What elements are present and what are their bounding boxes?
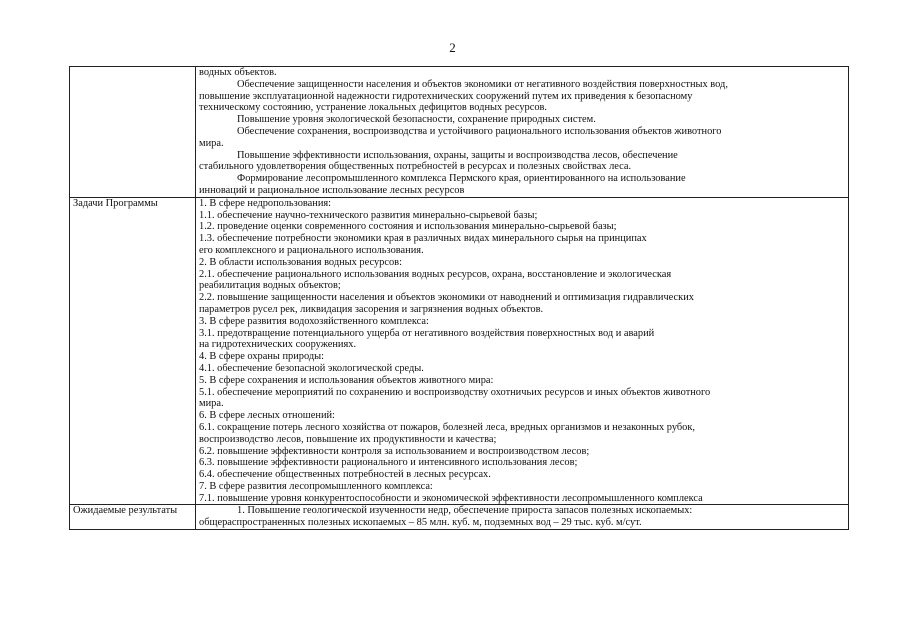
table-row <box>70 505 849 530</box>
text-line: 1. Повышение геологической изученности недр, обеспечение прироста запасов полезных ископаемых: <box>237 505 693 517</box>
text-line: Повышение уровня экологической безопасности, сохранение природных систем. <box>237 114 596 126</box>
text-line: 4.1. обеспечение безопасной экологической среды. <box>199 362 424 374</box>
table-row <box>70 67 849 198</box>
row-label: Ожидаемые результаты <box>70 505 196 530</box>
text-line: 7. В сфере развития лесопромышленного комплекса: <box>199 480 433 492</box>
text-line: 5.1. обеспечение мероприятий по сохранению и воспроизводству охотничьих ресурсов и иных объектов животного <box>199 386 711 398</box>
text-line: общераспространенных полезных ископаемых – 85 млн. куб. м, подземных вод – 29 тыс. куб. м/сут. <box>199 517 642 529</box>
table-row <box>70 197 849 505</box>
text-line: 6.2. повышение эффективности контроля за использованием и воспроизводством лесов; <box>199 445 590 457</box>
text-line: 1.1. обеспечение научно-технического развития минерально-сырьевой базы; <box>199 209 538 221</box>
text-line: мира. <box>199 398 224 410</box>
row-label <box>70 67 196 198</box>
text-line: 6.3. повышение эффективности рационального и интенсивного использования лесов; <box>199 457 578 469</box>
text-line: параметров русел рек, ликвидация засорения и загрязнения водных объектов. <box>199 303 544 315</box>
text-line: его комплексного и рационального использования. <box>199 244 424 256</box>
text-line: 6.4. обеспечение общественных потребностей в лесных ресурсах. <box>199 469 491 481</box>
row-content <box>196 67 849 198</box>
text-line: Формирование лесопромышленного комплекса Пермского края, ориентированного на использование <box>237 173 686 185</box>
text-line: 2. В области использования водных ресурсов: <box>199 256 402 268</box>
text-line: Обеспечение защищенности населения и объектов экономики от негативного воздействия поверхностных вод, <box>237 78 728 90</box>
text-line: Обеспечение сохранения, воспроизводства и устойчивого рационального использования объектов животного <box>237 125 722 137</box>
text-line: 4. В сфере охраны природы: <box>199 351 325 363</box>
row-label: Задачи Программы <box>70 197 196 505</box>
text-line: 1.2. проведение оценки современного состояния и использования минерально-сырьевой базы; <box>199 221 617 233</box>
text-line: 6.1. сокращение потерь лесного хозяйства от пожаров, болезней леса, вредных организмов и незаконных рубок, <box>199 421 696 433</box>
text-line: стабильного удовлетворения общественных потребностей в ресурсах и полезных свойствах леса. <box>199 161 632 173</box>
table-body <box>70 67 849 530</box>
text-line: повышение эксплуатационной надежности гидротехнических сооружений путем их приведения к безопасному <box>199 90 693 102</box>
text-line: водных объектов. <box>199 67 277 78</box>
text-line: 1. В сфере недропользования: <box>199 197 332 209</box>
text-line: 7.1. повышение уровня конкурентоспособности и экономической эффективности лесопромышленного комплекса <box>199 492 703 504</box>
text-line: 6. В сфере лесных отношений: <box>199 410 335 422</box>
text-line: Повышение эффективности использования, охраны, защиты и воспроизводства лесов, обеспечение <box>237 149 678 161</box>
program-passport-table <box>69 66 849 530</box>
text-line: реабилитация водных объектов; <box>199 280 341 292</box>
text-line: 3. В сфере развития водохозяйственного комплекса: <box>199 315 429 327</box>
row-content <box>196 505 849 530</box>
text-line: на гидротехнических сооружениях. <box>199 339 357 351</box>
text-line: 5. В сфере сохранения и использования объектов животного мира: <box>199 374 494 386</box>
text-line: 2.2. повышение защищенности населения и объектов экономики от наводнений и оптимизация гидравлических <box>199 292 694 304</box>
text-line: 1.3. обеспечение потребности экономики края в различных видах минерального сырья на принципах <box>199 233 647 245</box>
text-line: 2.1. обеспечение рационального использования водных ресурсов, охрана, восстановление и экологическая <box>199 268 672 280</box>
text-line: техническому состоянию, устранение локальных дефицитов водных ресурсов. <box>199 102 548 114</box>
text-line: 3.1. предотвращение потенциального ущерба от негативного воздействия поверхностных вод и аварий <box>199 327 655 339</box>
row-content <box>196 197 849 505</box>
page-number: 2 <box>449 40 456 55</box>
text-line: мира. <box>199 137 224 149</box>
text-line: воспроизводство лесов, повышение их продуктивности и качества; <box>199 433 497 445</box>
text-line: инноваций и рациональное использование лесных ресурсов <box>199 184 465 196</box>
